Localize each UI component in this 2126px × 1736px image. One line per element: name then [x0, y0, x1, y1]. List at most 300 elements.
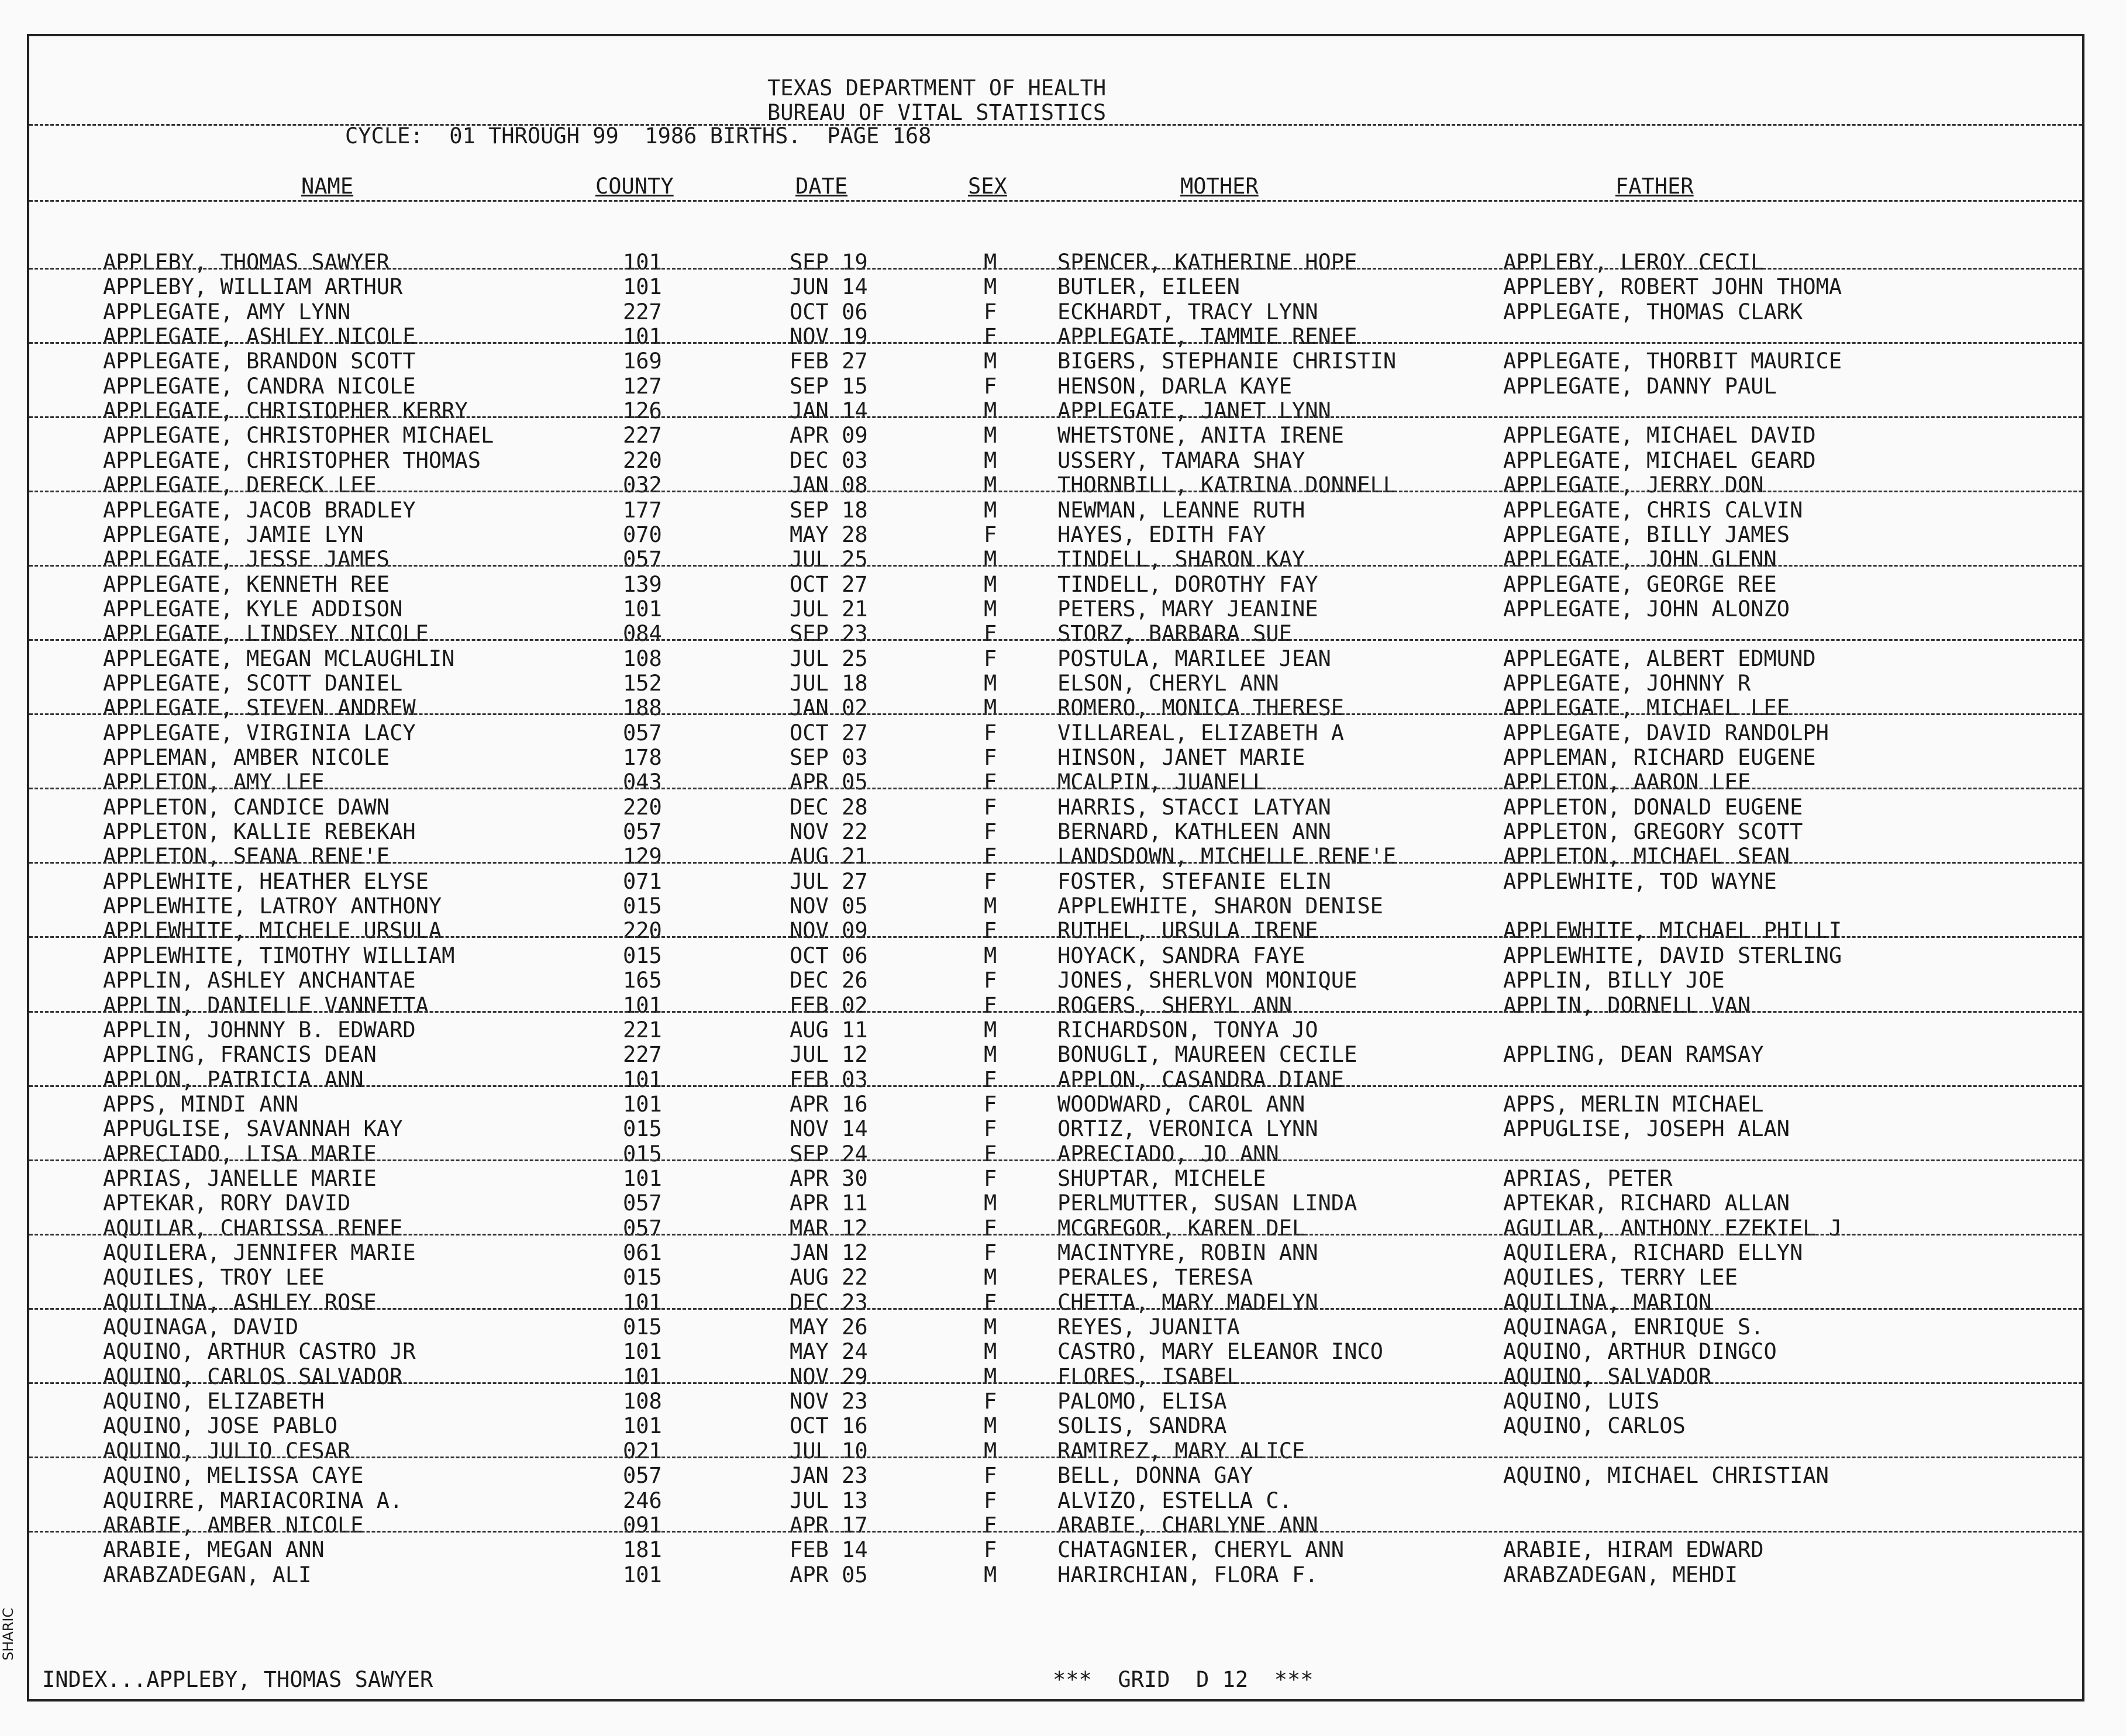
- column-header-mother: MOTHER: [1180, 174, 1259, 199]
- record-name: APPLEGATE, CANDRA NICOLE: [103, 373, 416, 399]
- record-sex: M: [984, 472, 997, 498]
- record-date: JUL 21: [790, 596, 868, 622]
- record-county: 127: [623, 373, 662, 399]
- record-father: APPLEGATE, GEORGE REE: [1503, 571, 1777, 597]
- record-mother: LANDSDOWN, MICHELLE RENE'E: [1057, 844, 1397, 869]
- record-father: AQUILES, TERRY LEE: [1503, 1265, 1738, 1290]
- record-name: APPLING, FRANCIS DEAN: [103, 1042, 377, 1068]
- record-date: JAN 08: [790, 472, 868, 498]
- record-county: 227: [623, 299, 662, 325]
- record-name: APRECIADO, LISA MARIE: [103, 1141, 377, 1166]
- record-row: [29, 523, 2082, 547]
- record-county: 108: [623, 1389, 662, 1414]
- record-mother: HENSON, DARLA KAYE: [1057, 373, 1292, 399]
- record-county: 070: [623, 522, 662, 547]
- record-sex: F: [984, 844, 997, 869]
- record-date: FEB 02: [790, 992, 868, 1018]
- record-date: FEB 27: [790, 348, 868, 374]
- column-header-father: FATHER: [1615, 174, 1694, 199]
- record-date: OCT 06: [790, 943, 868, 968]
- record-name: APPLON, PATRICIA ANN: [103, 1067, 364, 1092]
- record-date: MAY 26: [790, 1314, 868, 1340]
- record-sex: M: [984, 1413, 997, 1439]
- record-date: JUL 12: [790, 1042, 868, 1068]
- record-name: APPUGLISE, SAVANNAH KAY: [103, 1116, 403, 1142]
- record-row: [29, 547, 2082, 572]
- record-mother: PERALES, TERESA: [1057, 1265, 1253, 1290]
- record-mother: APPLON, CASANDRA DIANE: [1057, 1067, 1345, 1092]
- record-father: APPLING, DEAN RAMSAY: [1503, 1042, 1764, 1068]
- record-name: APPLETON, CANDICE DAWN: [103, 794, 390, 820]
- record-row: [29, 1489, 2082, 1513]
- record-mother: BERNARD, KATHLEEN ANN: [1057, 819, 1331, 845]
- record-name: AQUILAR, CHARISSA RENEE: [103, 1215, 403, 1241]
- record-date: SEP 19: [790, 250, 868, 275]
- record-row: [29, 721, 2082, 746]
- record-county: 015: [623, 893, 662, 919]
- record-row: [29, 325, 2082, 349]
- record-county: 084: [623, 621, 662, 647]
- record-county: 101: [623, 250, 662, 275]
- record-father: APPLEBY, LEROY CECIL: [1503, 250, 1764, 275]
- record-mother: BELL, DONNA GAY: [1057, 1463, 1253, 1489]
- record-date: MAY 24: [790, 1339, 868, 1365]
- record-father: AQUINO, ARTHUR DINGCO: [1503, 1339, 1777, 1365]
- record-name: APPLEGATE, JAMIE LYN: [103, 522, 364, 547]
- record-row: [29, 1092, 2082, 1117]
- record-county: 015: [623, 943, 662, 968]
- record-row: [29, 894, 2082, 919]
- record-sex: F: [984, 621, 997, 647]
- record-father: APPLEWHITE, MICHAEL PHILLI: [1503, 918, 1842, 944]
- record-father: APPLEGATE, BILLY JAMES: [1503, 522, 1790, 547]
- record-date: APR 16: [790, 1091, 868, 1117]
- record-row: [29, 622, 2082, 646]
- record-mother: HOYACK, SANDRA FAYE: [1057, 943, 1305, 968]
- record-date: JAN 02: [790, 695, 868, 721]
- record-date: MAY 28: [790, 522, 868, 547]
- record-county: 101: [623, 1289, 662, 1315]
- record-date: SEP 23: [790, 621, 868, 647]
- record-name: APPLETON, AMY LEE: [103, 769, 325, 795]
- record-sex: M: [984, 497, 997, 523]
- record-name: APPLEGATE, CHRISTOPHER MICHAEL: [103, 423, 494, 448]
- record-row: [29, 1043, 2082, 1067]
- record-row: [29, 1191, 2082, 1216]
- record-date: APR 09: [790, 423, 868, 448]
- record-father: APPLEGATE, MICHAEL DAVID: [1503, 423, 1816, 448]
- record-date: DEC 23: [790, 1289, 868, 1315]
- record-row: [29, 844, 2082, 869]
- record-name: AQUINO, MELISSA CAYE: [103, 1463, 364, 1489]
- record-mother: ARABIE, CHARLYNE ANN: [1057, 1512, 1318, 1538]
- record-county: 101: [623, 1562, 662, 1587]
- record-county: 227: [623, 423, 662, 448]
- record-sex: M: [984, 348, 997, 374]
- record-row: [29, 1563, 2082, 1587]
- record-sex: M: [984, 547, 997, 572]
- cycle-line: CYCLE: 01 THROUGH 99 1986 BIRTHS. PAGE 168: [345, 123, 932, 149]
- record-name: APPLEWHITE, TIMOTHY WILLIAM: [103, 943, 455, 968]
- record-sex: F: [984, 918, 997, 944]
- record-date: NOV 05: [790, 893, 868, 919]
- record-sex: F: [984, 1289, 997, 1315]
- record-date: JUL 13: [790, 1487, 868, 1513]
- record-father: APPLEGATE, ALBERT EDMUND: [1503, 646, 1816, 671]
- record-sex: F: [984, 868, 997, 894]
- record-sex: F: [984, 646, 997, 671]
- record-father: APPS, MERLIN MICHAEL: [1503, 1091, 1764, 1117]
- record-mother: BONUGLI, MAUREEN CECILE: [1057, 1042, 1357, 1068]
- record-mother: ALVIZO, ESTELLA C.: [1057, 1487, 1292, 1513]
- record-date: OCT 27: [790, 720, 868, 746]
- record-sex: F: [984, 1487, 997, 1513]
- record-name: APRIAS, JANELLE MARIE: [103, 1165, 377, 1191]
- record-mother: PERLMUTTER, SUSAN LINDA: [1057, 1190, 1357, 1216]
- record-county: 021: [623, 1438, 662, 1464]
- record-father: AGUILAR, ANTHONY EZEKIEL J: [1503, 1215, 1842, 1241]
- record-row: [29, 572, 2082, 597]
- record-row: [29, 275, 2082, 299]
- record-sex: F: [984, 1141, 997, 1166]
- record-row: [29, 1216, 2082, 1241]
- record-mother: RAMIREZ, MARY ALICE: [1057, 1438, 1305, 1464]
- record-date: JUN 14: [790, 274, 868, 300]
- column-header-sex: SEX: [968, 174, 1007, 199]
- record-father: APPLETON, AARON LEE: [1503, 769, 1751, 795]
- record-row: [29, 1166, 2082, 1191]
- record-county: 101: [623, 1364, 662, 1389]
- record-sex: F: [984, 522, 997, 547]
- record-mother: HARRIS, STACCI LATYAN: [1057, 794, 1331, 820]
- record-mother: CASTRO, MARY ELEANOR INCO: [1057, 1339, 1383, 1365]
- record-mother: TINDELL, SHARON KAY: [1057, 547, 1305, 572]
- record-county: 246: [623, 1487, 662, 1513]
- record-father: AQUINO, LUIS: [1503, 1389, 1660, 1414]
- record-county: 227: [623, 1042, 662, 1068]
- record-name: ARABZADEGAN, ALI: [103, 1562, 312, 1587]
- record-row: [29, 1117, 2082, 1141]
- record-sex: F: [984, 1389, 997, 1414]
- record-county: 178: [623, 745, 662, 770]
- record-mother: MACINTYRE, ROBIN ANN: [1057, 1240, 1318, 1265]
- record-mother: STORZ, BARBARA SUE: [1057, 621, 1292, 647]
- record-county: 108: [623, 646, 662, 671]
- record-row: [29, 374, 2082, 399]
- record-sex: F: [984, 373, 997, 399]
- record-row: [29, 349, 2082, 374]
- record-row: [29, 1464, 2082, 1488]
- record-county: 101: [623, 596, 662, 622]
- record-mother: HARIRCHIAN, FLORA F.: [1057, 1562, 1318, 1587]
- record-sex: M: [984, 670, 997, 696]
- record-date: JUL 10: [790, 1438, 868, 1464]
- record-date: JAN 23: [790, 1463, 868, 1489]
- record-mother: BIGERS, STEPHANIE CHRISTIN: [1057, 348, 1397, 374]
- record-date: FEB 03: [790, 1067, 868, 1092]
- header-divider: [29, 124, 2082, 126]
- record-date: SEP 18: [790, 497, 868, 523]
- record-name: AQUINO, JULIO CESAR: [103, 1438, 351, 1464]
- record-row: [29, 300, 2082, 325]
- record-name: ARABIE, AMBER NICOLE: [103, 1512, 364, 1538]
- record-mother: ORTIZ, VERONICA LYNN: [1057, 1116, 1318, 1142]
- index-footer: INDEX...APPLEBY, THOMAS SAWYER: [42, 1667, 433, 1692]
- record-county: 101: [623, 1067, 662, 1092]
- record-sex: M: [984, 943, 997, 968]
- record-sex: M: [984, 1364, 997, 1389]
- record-name: APTEKAR, RORY DAVID: [103, 1190, 351, 1216]
- record-county: 057: [623, 819, 662, 845]
- record-father: APTEKAR, RICHARD ALLAN: [1503, 1190, 1790, 1216]
- record-row: [29, 473, 2082, 498]
- record-row: [29, 399, 2082, 423]
- record-county: 169: [623, 348, 662, 374]
- record-date: OCT 27: [790, 571, 868, 597]
- record-county: 220: [623, 918, 662, 944]
- record-name: APPLEWHITE, HEATHER ELYSE: [103, 868, 429, 894]
- record-name: APPLEGATE, VIRGINIA LACY: [103, 720, 416, 746]
- record-mother: RUTHEL, URSULA IRENE: [1057, 918, 1318, 944]
- record-mother: HAYES, EDITH FAY: [1057, 522, 1266, 547]
- record-name: APPLEMAN, AMBER NICOLE: [103, 745, 390, 770]
- record-county: 101: [623, 1413, 662, 1439]
- record-name: APPLEGATE, MEGAN MCLAUGHLIN: [103, 646, 455, 671]
- record-county: 057: [623, 1215, 662, 1241]
- record-sex: F: [984, 324, 997, 350]
- record-date: OCT 16: [790, 1413, 868, 1439]
- record-mother: SOLIS, SANDRA: [1057, 1413, 1227, 1439]
- record-date: JUL 25: [790, 646, 868, 671]
- record-mother: USSERY, TAMARA SHAY: [1057, 447, 1305, 473]
- record-sex: F: [984, 1067, 997, 1092]
- record-sex: M: [984, 1339, 997, 1365]
- record-sex: F: [984, 1240, 997, 1265]
- record-county: 126: [623, 398, 662, 424]
- record-sex: M: [984, 1438, 997, 1464]
- record-sex: F: [984, 1215, 997, 1241]
- record-county: 220: [623, 447, 662, 473]
- record-sex: M: [984, 1017, 997, 1043]
- record-sex: M: [984, 250, 997, 275]
- record-sex: F: [984, 769, 997, 795]
- record-name: APPLEGATE, LINDSEY NICOLE: [103, 621, 429, 647]
- record-row: [29, 1513, 2082, 1538]
- record-mother: FLORES, ISABEL: [1057, 1364, 1240, 1389]
- record-mother: NEWMAN, LEANNE RUTH: [1057, 497, 1305, 523]
- record-county: 101: [623, 274, 662, 300]
- record-date: SEP 15: [790, 373, 868, 399]
- record-father: APPLEGATE, MICHAEL GEARD: [1503, 447, 1816, 473]
- record-sex: M: [984, 1314, 997, 1340]
- record-date: JUL 25: [790, 547, 868, 572]
- record-name: APPLEBY, WILLIAM ARTHUR: [103, 274, 403, 300]
- record-mother: MCGREGOR, KAREN DEL: [1057, 1215, 1305, 1241]
- record-county: 071: [623, 868, 662, 894]
- record-date: MAR 12: [790, 1215, 868, 1241]
- record-county: 152: [623, 670, 662, 696]
- record-row: [29, 1068, 2082, 1092]
- record-county: 221: [623, 1017, 662, 1043]
- record-sex: F: [984, 1463, 997, 1489]
- record-row: [29, 795, 2082, 820]
- record-row: [29, 1265, 2082, 1290]
- record-name: APPLEGATE, DERECK LEE: [103, 472, 377, 498]
- record-father: APPLIN, BILLY JOE: [1503, 968, 1725, 993]
- record-father: AQUILERA, RICHARD ELLYN: [1503, 1240, 1803, 1265]
- record-row: [29, 968, 2082, 993]
- record-father: AQUINO, SALVADOR: [1503, 1364, 1712, 1389]
- record-date: FEB 14: [790, 1537, 868, 1563]
- record-county: 188: [623, 695, 662, 721]
- record-mother: ELSON, CHERYL ANN: [1057, 670, 1279, 696]
- record-row: [29, 1439, 2082, 1464]
- record-county: 181: [623, 1537, 662, 1563]
- record-mother: RICHARDSON, TONYA JO: [1057, 1017, 1318, 1043]
- record-name: APPLEWHITE, LATROY ANTHONY: [103, 893, 442, 919]
- record-father: APPLEGATE, CHRIS CALVIN: [1503, 497, 1803, 523]
- record-row: [29, 869, 2082, 894]
- record-county: 091: [623, 1512, 662, 1538]
- record-county: 101: [623, 1165, 662, 1191]
- record-name: APPLEGATE, STEVEN ANDREW: [103, 695, 416, 721]
- record-name: APPLEWHITE, MICHELE URSULA: [103, 918, 442, 944]
- record-sex: M: [984, 893, 997, 919]
- record-county: 101: [623, 1091, 662, 1117]
- record-row: [29, 250, 2082, 275]
- record-father: ARABIE, HIRAM EDWARD: [1503, 1537, 1764, 1563]
- record-father: APPLEWHITE, DAVID STERLING: [1503, 943, 1842, 968]
- record-mother: JONES, SHERLVON MONIQUE: [1057, 968, 1357, 993]
- record-name: AQUINO, JOSE PABLO: [103, 1413, 337, 1439]
- record-name: AQUILERA, JENNIFER MARIE: [103, 1240, 416, 1265]
- grid-reference: *** GRID D 12 ***: [1053, 1667, 1314, 1692]
- record-father: AQUINO, MICHAEL CHRISTIAN: [1503, 1463, 1829, 1489]
- record-father: APPLEMAN, RICHARD EUGENE: [1503, 745, 1816, 770]
- record-mother: CHETTA, MARY MADELYN: [1057, 1289, 1318, 1315]
- record-name: APPLETON, KALLIE REBEKAH: [103, 819, 416, 845]
- record-date: SEP 24: [790, 1141, 868, 1166]
- record-name: AQUINO, CARLOS SALVADOR: [103, 1364, 403, 1389]
- record-father: APPLEGATE, JOHNNY R: [1503, 670, 1751, 696]
- record-mother: WHETSTONE, ANITA IRENE: [1057, 423, 1345, 448]
- record-date: APR 05: [790, 769, 868, 795]
- record-name: ARABIE, MEGAN ANN: [103, 1537, 325, 1563]
- record-father: APPLEGATE, DANNY PAUL: [1503, 373, 1777, 399]
- record-name: AQUILES, TROY LEE: [103, 1265, 325, 1290]
- record-name: APPLIN, JOHNNY B. EDWARD: [103, 1017, 416, 1043]
- record-father: APRIAS, PETER: [1503, 1165, 1673, 1191]
- record-row: [29, 770, 2082, 795]
- record-county: 015: [623, 1265, 662, 1290]
- record-name: APPLEGATE, KYLE ADDISON: [103, 596, 403, 622]
- record-father: APPLEGATE, DAVID RANDOLPH: [1503, 720, 1829, 746]
- record-sex: M: [984, 1042, 997, 1068]
- record-sex: M: [984, 398, 997, 424]
- record-sex: F: [984, 720, 997, 746]
- record-father: APPLEGATE, JERRY DON: [1503, 472, 1764, 498]
- record-sex: F: [984, 1537, 997, 1563]
- record-name: APPLEGATE, ASHLEY NICOLE: [103, 324, 416, 350]
- record-sex: F: [984, 819, 997, 845]
- record-name: APPLEGATE, CHRISTOPHER THOMAS: [103, 447, 481, 473]
- record-date: NOV 19: [790, 324, 868, 350]
- record-date: DEC 26: [790, 968, 868, 993]
- record-name: APPLEGATE, BRANDON SCOTT: [103, 348, 416, 374]
- record-sex: M: [984, 596, 997, 622]
- record-county: 101: [623, 324, 662, 350]
- record-date: AUG 22: [790, 1265, 868, 1290]
- record-father: APPLEGATE, THOMAS CLARK: [1503, 299, 1803, 325]
- record-row: [29, 1241, 2082, 1265]
- record-county: 220: [623, 794, 662, 820]
- record-county: 057: [623, 1190, 662, 1216]
- record-row: [29, 1414, 2082, 1438]
- record-father: APPLEGATE, THORBIT MAURICE: [1503, 348, 1842, 374]
- record-sex: M: [984, 1265, 997, 1290]
- record-mother: APRECIADO, JO ANN: [1057, 1141, 1279, 1166]
- side-label: SHARIC: [0, 1607, 16, 1661]
- department-title: TEXAS DEPARTMENT OF HEALTH: [767, 75, 1107, 101]
- record-date: APR 30: [790, 1165, 868, 1191]
- record-row: [29, 448, 2082, 473]
- record-county: 015: [623, 1141, 662, 1166]
- record-sex: F: [984, 794, 997, 820]
- record-county: 015: [623, 1116, 662, 1142]
- record-name: APPLEGATE, KENNETH REE: [103, 571, 390, 597]
- record-mother: BUTLER, EILEEN: [1057, 274, 1240, 300]
- record-father: APPLEGATE, JOHN GLENN: [1503, 547, 1777, 572]
- record-row: [29, 597, 2082, 622]
- record-county: 057: [623, 547, 662, 572]
- record-name: APPLEGATE, CHRISTOPHER KERRY: [103, 398, 468, 424]
- column-header-name: NAME: [301, 174, 354, 199]
- record-date: AUG 11: [790, 1017, 868, 1043]
- record-sex: M: [984, 695, 997, 721]
- record-name: AQUINO, ELIZABETH: [103, 1389, 325, 1414]
- record-date: SEP 03: [790, 745, 868, 770]
- record-row: [29, 423, 2082, 448]
- column-header-date: DATE: [795, 174, 848, 199]
- record-sex: F: [984, 1116, 997, 1142]
- record-name: APPLIN, ASHLEY ANCHANTAE: [103, 968, 416, 993]
- record-county: 061: [623, 1240, 662, 1265]
- record-father: APPLEBY, ROBERT JOHN THOMA: [1503, 274, 1842, 300]
- record-sex: M: [984, 423, 997, 448]
- record-mother: MCALPIN, JUANELL: [1057, 769, 1266, 795]
- record-father: ARABZADEGAN, MEHDI: [1503, 1562, 1738, 1587]
- record-mother: APPLEGATE, JANET LYNN: [1057, 398, 1331, 424]
- record-row: [29, 746, 2082, 770]
- record-row: [29, 993, 2082, 1018]
- record-county: 015: [623, 1314, 662, 1340]
- record-sex: F: [984, 1165, 997, 1191]
- record-row: [29, 820, 2082, 844]
- record-county: 129: [623, 844, 662, 869]
- record-father: APPLETON, MICHAEL SEAN: [1503, 844, 1790, 869]
- record-name: AQUINAGA, DAVID: [103, 1314, 299, 1340]
- record-date: APR 11: [790, 1190, 868, 1216]
- document-frame: [27, 34, 2084, 1702]
- record-date: NOV 23: [790, 1389, 868, 1414]
- record-father: AQUINO, CARLOS: [1503, 1413, 1686, 1439]
- column-header-county: COUNTY: [595, 174, 674, 199]
- record-county: 101: [623, 992, 662, 1018]
- record-row: [29, 1315, 2082, 1340]
- record-mother: THORNBILL, KATRINA DONNELL: [1057, 472, 1397, 498]
- record-date: NOV 14: [790, 1116, 868, 1142]
- record-father: APPLEWHITE, TOD WAYNE: [1503, 868, 1777, 894]
